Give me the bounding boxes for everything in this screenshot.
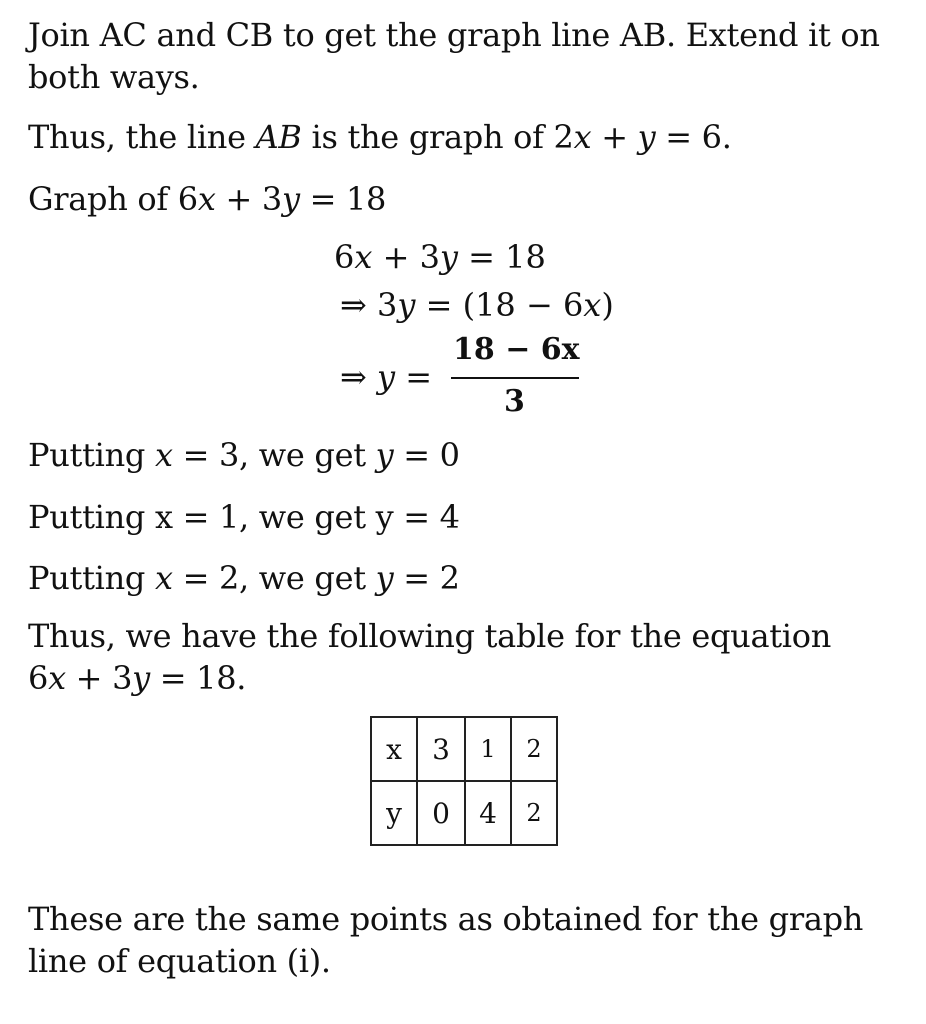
derivation-step-1: 6x + 3y = 18 bbox=[334, 238, 546, 276]
fraction-numerator: 18 − 6x bbox=[453, 332, 580, 367]
table-cell: 2 bbox=[511, 781, 557, 845]
putting-line-3: Putting x = 2, we get y = 2 bbox=[28, 559, 460, 597]
table-cell: 2 bbox=[511, 717, 557, 781]
intro-line-2: both ways. bbox=[28, 58, 200, 96]
table-cell-x-label: x bbox=[371, 717, 417, 781]
table-intro-line-2: 6x + 3y = 18. bbox=[28, 659, 247, 697]
table-row-y bbox=[371, 781, 557, 845]
table-cell: 0 bbox=[417, 781, 465, 845]
table-cell: 4 bbox=[465, 781, 511, 845]
putting-line-2: Putting x = 1, we get y = 4 bbox=[28, 498, 460, 536]
fraction-denominator: 3 bbox=[504, 384, 525, 419]
table-cell: 3 bbox=[417, 717, 465, 781]
intro-line-1: Join AC and CB to get the graph line AB. Extend it on bbox=[28, 16, 880, 54]
intro-line-3: Thus, the line AB is the graph of 2x + y = 6. bbox=[28, 118, 732, 156]
fraction-bar bbox=[451, 377, 579, 379]
table-intro-line-1: Thus, we have the following table for the equation bbox=[28, 617, 832, 655]
putting-line-1: Putting x = 3, we get y = 0 bbox=[28, 436, 460, 474]
table-row-x bbox=[371, 717, 557, 781]
table-cell: 1 bbox=[465, 717, 511, 781]
graph-heading: Graph of 6x + 3y = 18 bbox=[28, 180, 387, 218]
derivation-step-3: ⇒ y = bbox=[340, 358, 433, 396]
derivation-step-2: ⇒ 3y = (18 − 6x) bbox=[340, 286, 614, 324]
closing-line-2: line of equation (i). bbox=[28, 942, 331, 980]
values-table bbox=[370, 716, 558, 846]
closing-line-1: These are the same points as obtained for the graph bbox=[28, 900, 864, 938]
table-cell-y-label: y bbox=[371, 781, 417, 845]
